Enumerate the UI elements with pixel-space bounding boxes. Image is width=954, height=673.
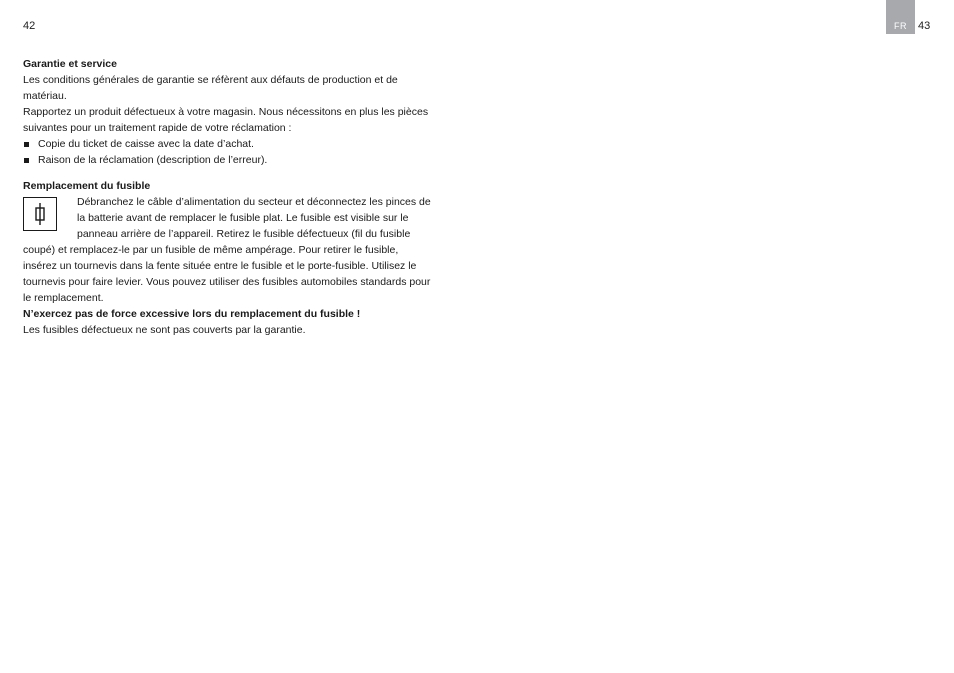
page-number-right: 43 xyxy=(918,20,931,32)
warranty-paragraph-2: Rapportez un produit défectueux à votre magasin. Nous nécessitons en plus les pièces suivantes pour un traitement rapide de votre réclamation : xyxy=(23,106,429,134)
warranty-paragraph-1: Les conditions générales de garantie se réfèrent aux défauts de production et de matériau. xyxy=(23,74,398,102)
text-column xyxy=(23,56,433,338)
fuse-warning: N’exercez pas de force excessive lors du remplacement du fusible ! xyxy=(23,308,361,320)
fuse-icon xyxy=(23,197,57,231)
language-tab: FR xyxy=(886,0,915,34)
list-item: Copie du ticket de caisse avec la date d’achat. xyxy=(23,136,433,152)
fuse-instructions: Débranchez le câble d’alimentation du secteur et déconnectez les pinces de la batterie avant de remplacer le fusible plat. Le fusible est visible sur le panneau arrière de l’appareil. Retirez le fusible défectueux (fil du fusible coupé) et remplacez-le par un fusible de même ampérage. Pour retirer le fusible, insérez un tournevis dans la fente située entre le fusible et le porte-fusible. Utilisez le tournevis pour faire levier. Vous pouvez utiliser des fusibles automobiles standards pour le remplacement. xyxy=(23,196,431,304)
warranty-heading: Garantie et service xyxy=(23,58,117,70)
fuse-heading: Remplacement du fusible xyxy=(23,180,151,192)
list-item: Raison de la réclamation (description de l’erreur). xyxy=(23,152,433,168)
warranty-requirements-list xyxy=(23,136,433,168)
fuse-warranty-note: Les fusibles défectueux ne sont pas couverts par la garantie. xyxy=(23,324,306,336)
page-number-left: 42 xyxy=(23,20,36,32)
